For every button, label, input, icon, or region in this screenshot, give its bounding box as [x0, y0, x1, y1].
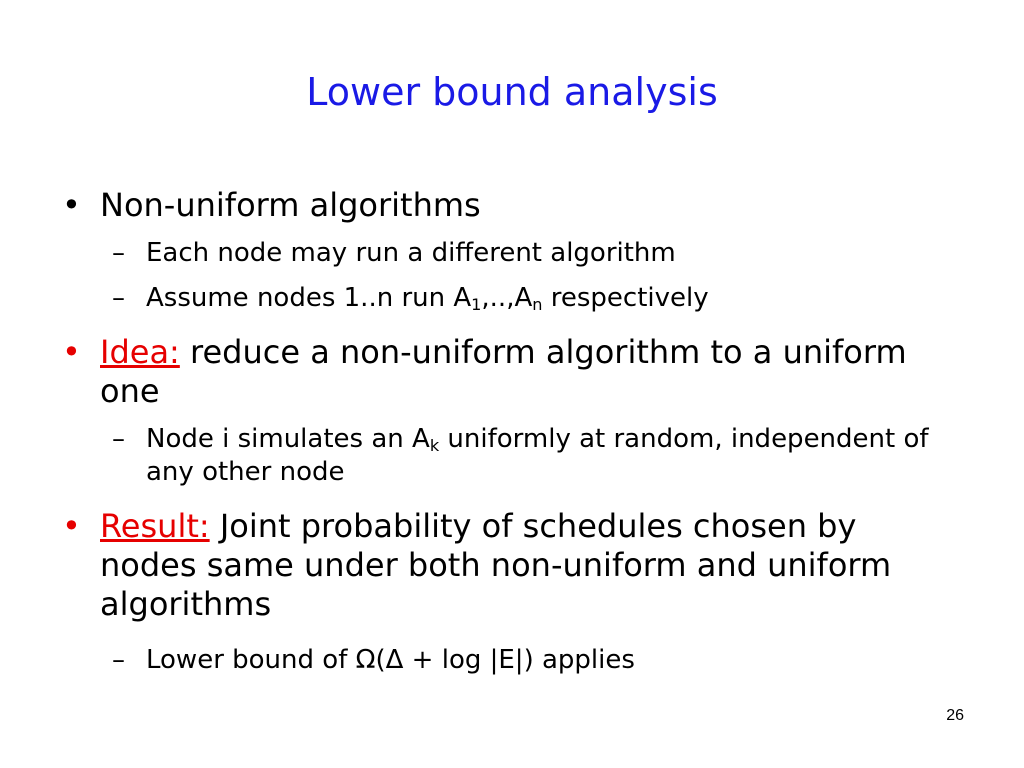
subbullet-marker: – [112, 424, 125, 454]
subbullet-marker: – [112, 645, 125, 675]
text-segment: uniformly at random, independent of any other node [146, 424, 929, 487]
subbullet-text [146, 423, 942, 489]
subscript: k [429, 436, 440, 456]
bullet-marker: • [62, 333, 81, 371]
text-segment: Assume nodes 1..n run A [146, 283, 472, 313]
slide-title: Lower bound analysis [306, 70, 718, 114]
bullet-marker: • [62, 186, 81, 224]
subscript: n [532, 295, 543, 315]
subbullet-lower-bound [112, 644, 942, 677]
subbullet-each-node [112, 237, 942, 270]
bullet-result [62, 507, 962, 624]
keyword-idea: Idea: [100, 333, 180, 371]
subbullet-text [146, 282, 942, 315]
keyword-result: Result: [100, 507, 210, 545]
subscript: 1 [471, 295, 482, 315]
subbullet-text: Lower bound of Ω(Δ + log |E|) applies [146, 645, 635, 675]
text-segment: Node i simulates an A [146, 424, 430, 454]
text-segment: reduce a non-uniform algorithm to a uniform one [100, 333, 907, 410]
subbullet-node-simulates [112, 423, 942, 489]
bullet-text [100, 333, 962, 411]
bullet-marker: • [62, 507, 81, 545]
text-segment: ,..,A [481, 283, 533, 313]
text-segment: respectively [542, 283, 709, 313]
subbullet-marker: – [112, 283, 125, 313]
text-segment: Joint probability of schedules chosen by nodes same under both non-uniform and uniform algorithms [100, 507, 892, 623]
page-number: 26 [946, 707, 964, 724]
bullet-text [100, 507, 962, 624]
bullet-text: Non-uniform algorithms [100, 186, 481, 224]
subbullet-text: Each node may run a different algorithm [146, 238, 676, 268]
subbullet-marker: – [112, 238, 125, 268]
bullet-non-uniform [62, 186, 962, 225]
subbullet-assume-nodes [112, 282, 942, 315]
bullet-idea [62, 333, 962, 411]
